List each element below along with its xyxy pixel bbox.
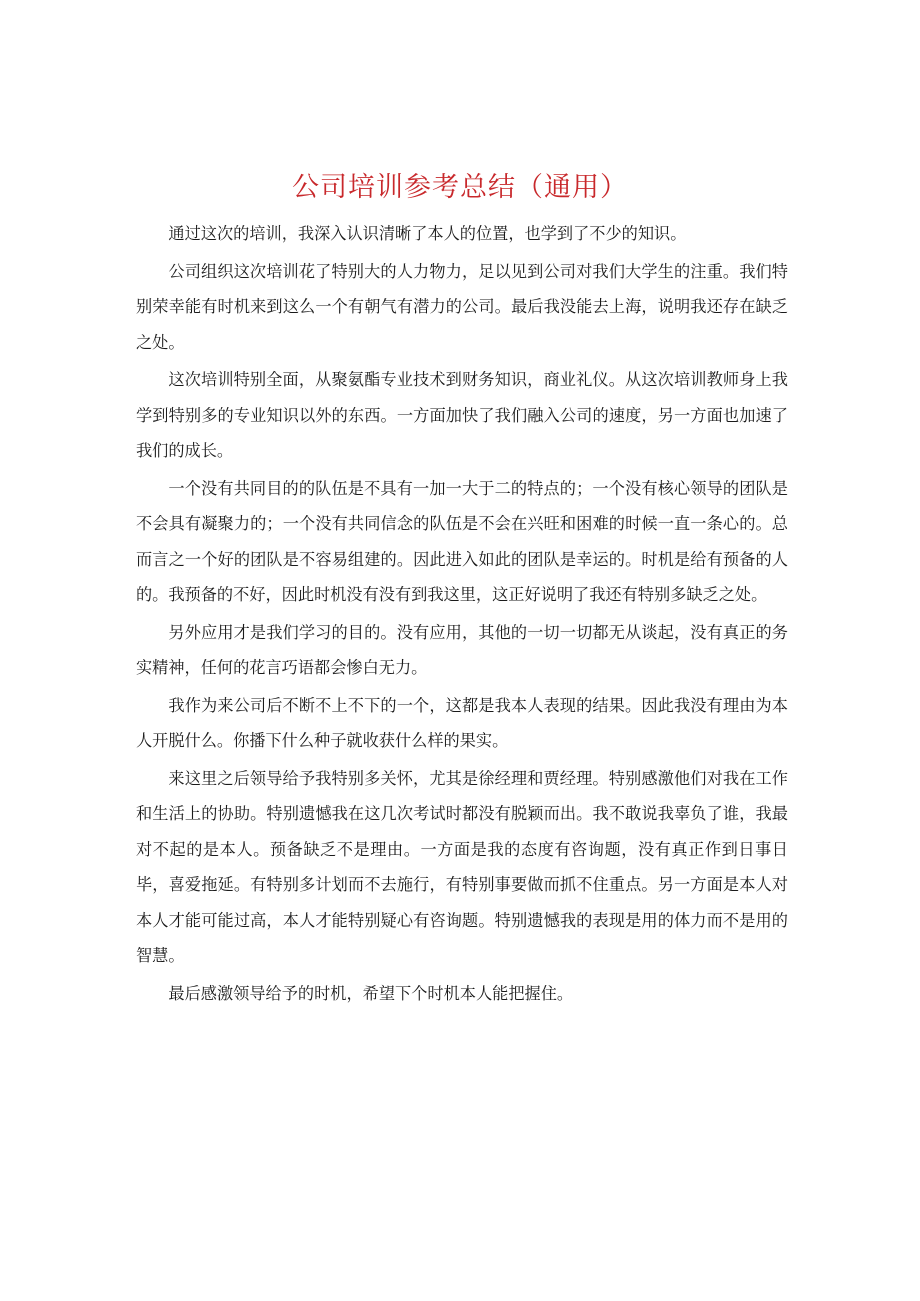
paragraph-4: 一个没有共同目的的队伍是不具有一加一大于二的特点的；一个没有核心领导的团队是不会具有凝聚力的；一个没有共同信念的队伍是不会在兴旺和困难的时候一直一条心的。总而言之一个好的团队是不容易组建的。因此进入如此的团队是幸运的。时机是给有预备的人的。我预备的不好，因此时机没有没有到我这里，这正好说明了我还有特别多缺乏之处。 bbox=[136, 478, 788, 604]
paragraph-8: 最后感激领导给予的时机，希望下个时机本人能把握住。 bbox=[168, 983, 574, 1003]
paragraph-5: 另外应用才是我们学习的目的。没有应用，其他的一切一切都无从谈起，没有真正的务实精神，任何的花言巧语都会惨白无力。 bbox=[136, 622, 788, 677]
paragraph-7: 来这里之后领导给予我特别多关怀，尤其是徐经理和贾经理。特别感激他们对我在工作和生活上的协助。特别遗憾我在这几次考试时都没有脱颖而出。我不敢说我辜负了谁，我最对不起的是本人。预备缺乏不是理由。一方面是我的态度有咨询题，没有真正作到日事日毕，喜爱拖延。有特别多计划而不去施行，有特别事要做而抓不住重点。另一方面是本人对本人才能可能过高，本人才能特别疑心有咨询题。特别遗憾我的表现是用的体力而不是用的智慧。 bbox=[136, 768, 788, 965]
paragraph-3: 这次培训特别全面，从聚氨酯专业技术到财务知识，商业礼仪。从这次培训教师身上我学到特别多的专业知识以外的东西。一方面加快了我们融入公司的速度，另一方面也加速了我们的成长。 bbox=[136, 370, 788, 460]
paragraph-6: 我作为来公司后不断不上不下的一个，这都是我本人表现的结果。因此我没有理由为本人开脱什么。你播下什么种子就收获什么样的果实。 bbox=[136, 695, 788, 750]
paragraph-2: 公司组织这次培训花了特别大的人力物力，足以见到公司对我们大学生的注重。我们特别荣幸能有时机来到这么一个有朝气有潜力的公司。最后我没能去上海，说明我还存在缺乏之处。 bbox=[136, 261, 788, 352]
document-title: 公司培训参考总结（通用） bbox=[292, 172, 628, 203]
document-body bbox=[136, 216, 788, 1013]
paragraph-1: 通过这次的培训，我深入认识清晰了本人的位置，也学到了不少的知识。 bbox=[168, 224, 687, 243]
